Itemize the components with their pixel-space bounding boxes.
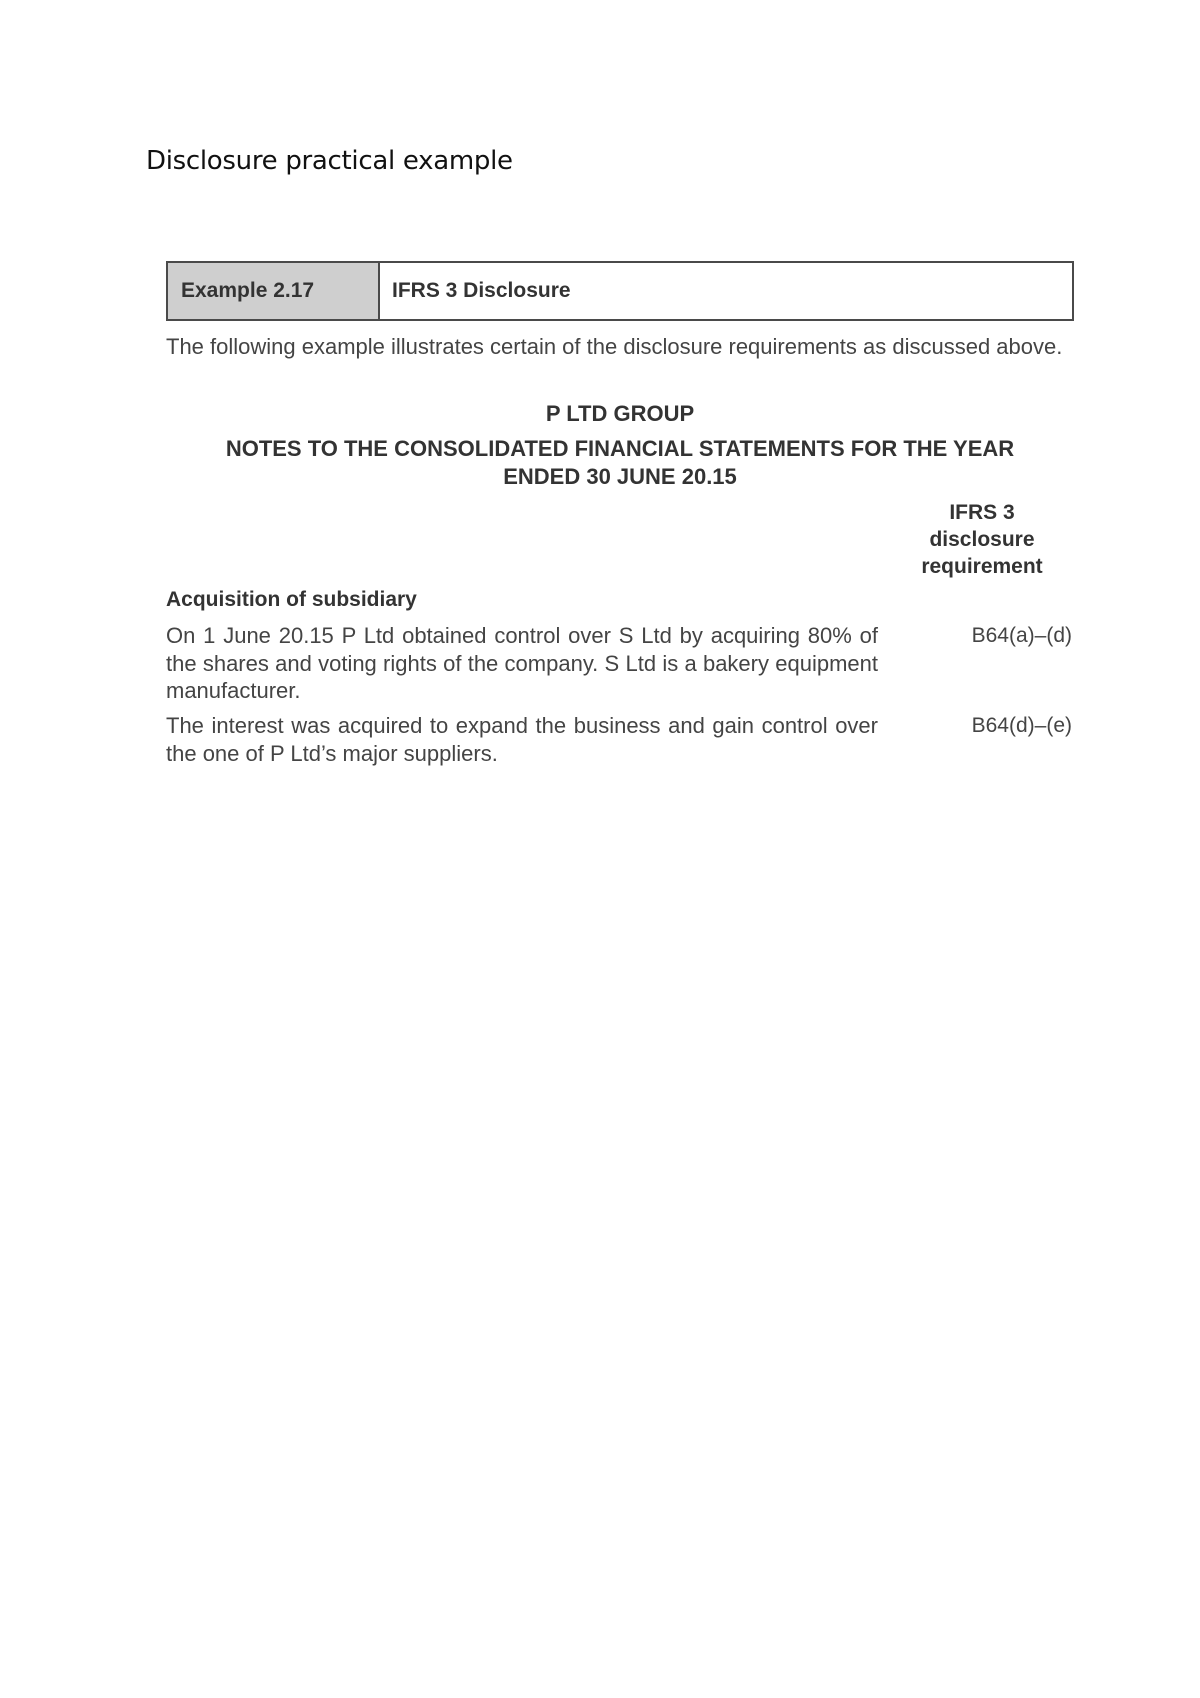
page-title: Disclosure practical example [146, 146, 513, 176]
ref-header-line-2: disclosure [929, 528, 1035, 551]
statement-title-line-1: NOTES TO THE CONSOLIDATED FINANCIAL STATEMENTS FOR THE YEAR [225, 436, 1015, 461]
note-text: The interest was acquired to expand the business and gain control over the one of P Ltd’s major suppliers. [166, 713, 878, 766]
section-heading: Acquisition of subsidiary [166, 588, 417, 611]
note-row [166, 622, 1074, 705]
disclosure-requirement-column-header [890, 499, 1074, 580]
statement-title-line-2: ENDED 30 JUNE 20.15 [503, 464, 737, 489]
group-name-heading: P LTD GROUP [545, 401, 695, 426]
example-number-label: Example 2.17 [168, 263, 380, 319]
ref-header-line-3: requirement [921, 555, 1043, 578]
example-title: IFRS 3 Disclosure [392, 279, 571, 302]
ref-header-line-1: IFRS 3 [949, 501, 1015, 524]
example-intro-text: The following example illustrates certain of the disclosure requirements as discussed above. [166, 334, 1063, 359]
note-reference: B64(a)–(d) [971, 624, 1072, 647]
statement-title [166, 435, 1074, 491]
note-reference: B64(d)–(e) [971, 714, 1072, 737]
note-text: On 1 June 20.15 P Ltd obtained control over S Ltd by acquiring 80% of the shares and voting rights of the company. S Ltd is a bakery equipment manufacturer. [166, 623, 878, 703]
example-header-box [166, 261, 1074, 321]
note-row [166, 712, 1074, 767]
